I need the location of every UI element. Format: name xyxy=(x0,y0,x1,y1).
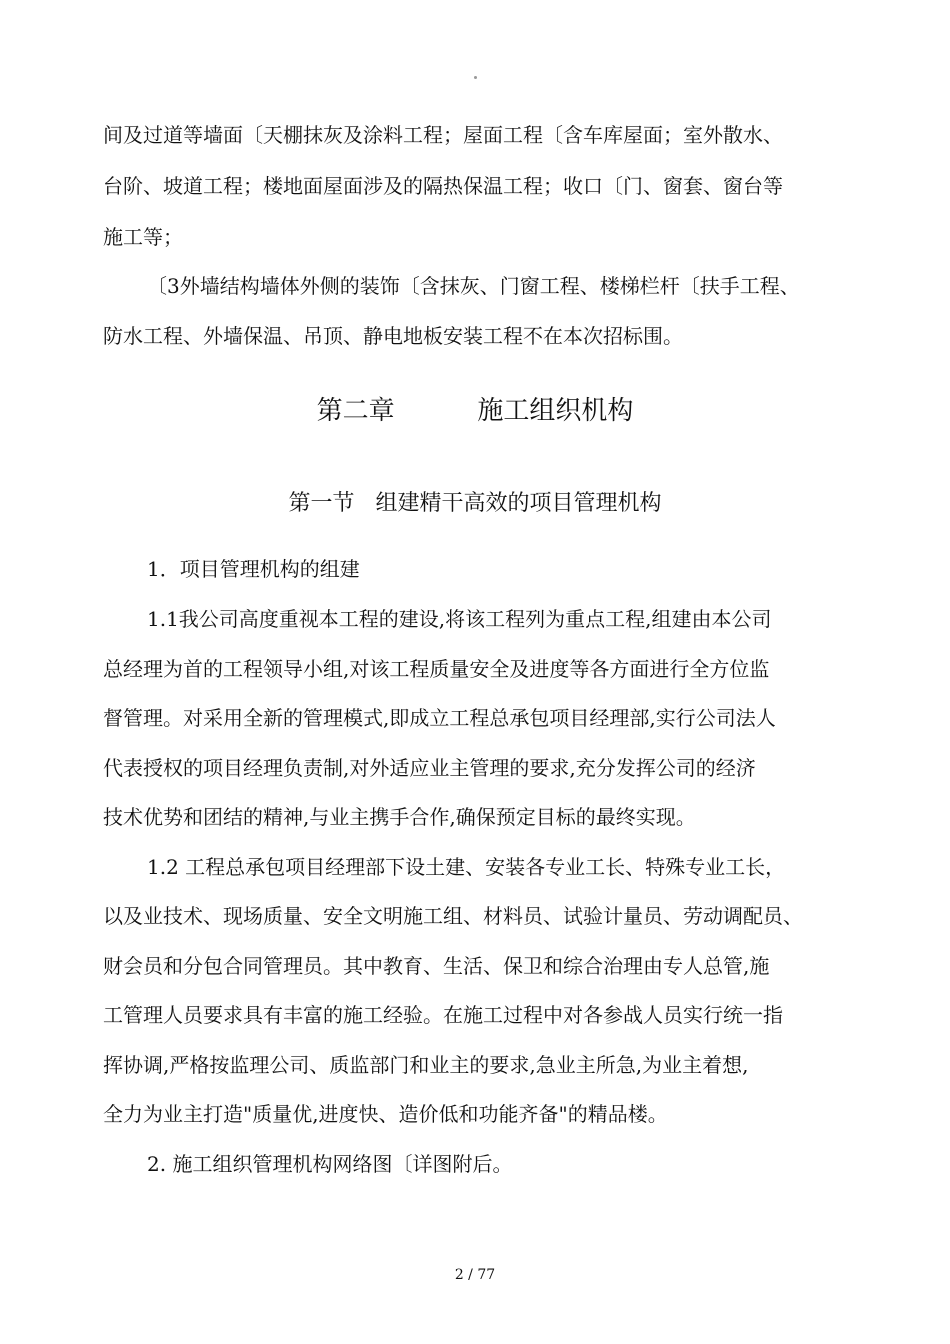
paragraph-line: 防水工程、外墙保温、吊顶、静电地板安装工程不在本次招标围。 xyxy=(103,324,683,348)
page-number: 2 / 77 xyxy=(454,1267,496,1283)
header-mark xyxy=(474,76,477,79)
paragraph-line: 2. 施工组织管理机构网络图〔详图附后。 xyxy=(147,1152,513,1176)
paragraph-line xyxy=(103,122,849,148)
line-text: 台阶、坡道工程；楼地面屋面涉及的隔热保温工程；收口〔门、窗套、窗台等 xyxy=(103,174,783,198)
paragraph-line: 全力为业主打造"质量优,进度快、造价低和功能齐备"的精品楼。 xyxy=(103,1102,668,1126)
paragraph-line xyxy=(103,173,849,199)
paragraph-line: 1.2 工程总承包项目经理部下设土建、安装各专业工长、特殊专业工长， xyxy=(147,855,786,879)
paragraph-line: 〔3外墙结构墙体外侧的装饰〔含抹灰、门窗工程、楼梯栏杆〔扶手工程、 xyxy=(147,274,800,298)
paragraph-line: 财会员和分包合同管理员。其中教育、生活、保卫和综合治理由专人总管,施 xyxy=(103,954,770,978)
paragraph-line: 总经理为首的工程领导小组,对该工程质量安全及进度等各方面进行全方位监 xyxy=(103,657,770,681)
paragraph-line: 1.1我公司高度重视本工程的建设,将该工程列为重点工程,组建由本公司 xyxy=(147,607,772,631)
line-text: 间及过道等墙面〔天棚抹灰及涂料工程；屋面工程〔含车库屋面；室外散水、 xyxy=(103,123,783,147)
paragraph-line: 挥协调,严格按监理公司、质监部门和业主的要求,急业主所急,为业主着想, xyxy=(103,1053,749,1077)
paragraph-line: 以及业技术、现场质量、安全文明施工组、材料员、试验计量员、劳动调配员、 xyxy=(103,904,803,928)
paragraph-line: 代表授权的项目经理负责制,对外适应业主管理的要求,充分发挥公司的经济 xyxy=(103,756,756,780)
paragraph-line: 督管理。对采用全新的管理模式,即成立工程总承包项目经理部,实行公司法人 xyxy=(103,706,776,730)
paragraph-line: 施工等； xyxy=(103,225,183,249)
paragraph-line: 工管理人员要求具有丰富的施工经验。在施工过程中对各参战人员实行统一指 xyxy=(103,1003,783,1027)
numbered-heading: 1．项目管理机构的组建 xyxy=(147,557,360,581)
paragraph-line: 技术优势和团结的精神,与业主携手合作,确保预定目标的最终实现。 xyxy=(103,805,696,829)
section-heading: 第一节 组建精干高效的项目管理机构 xyxy=(288,491,662,516)
chapter-heading: 第二章 施工组织机构 xyxy=(316,396,634,426)
